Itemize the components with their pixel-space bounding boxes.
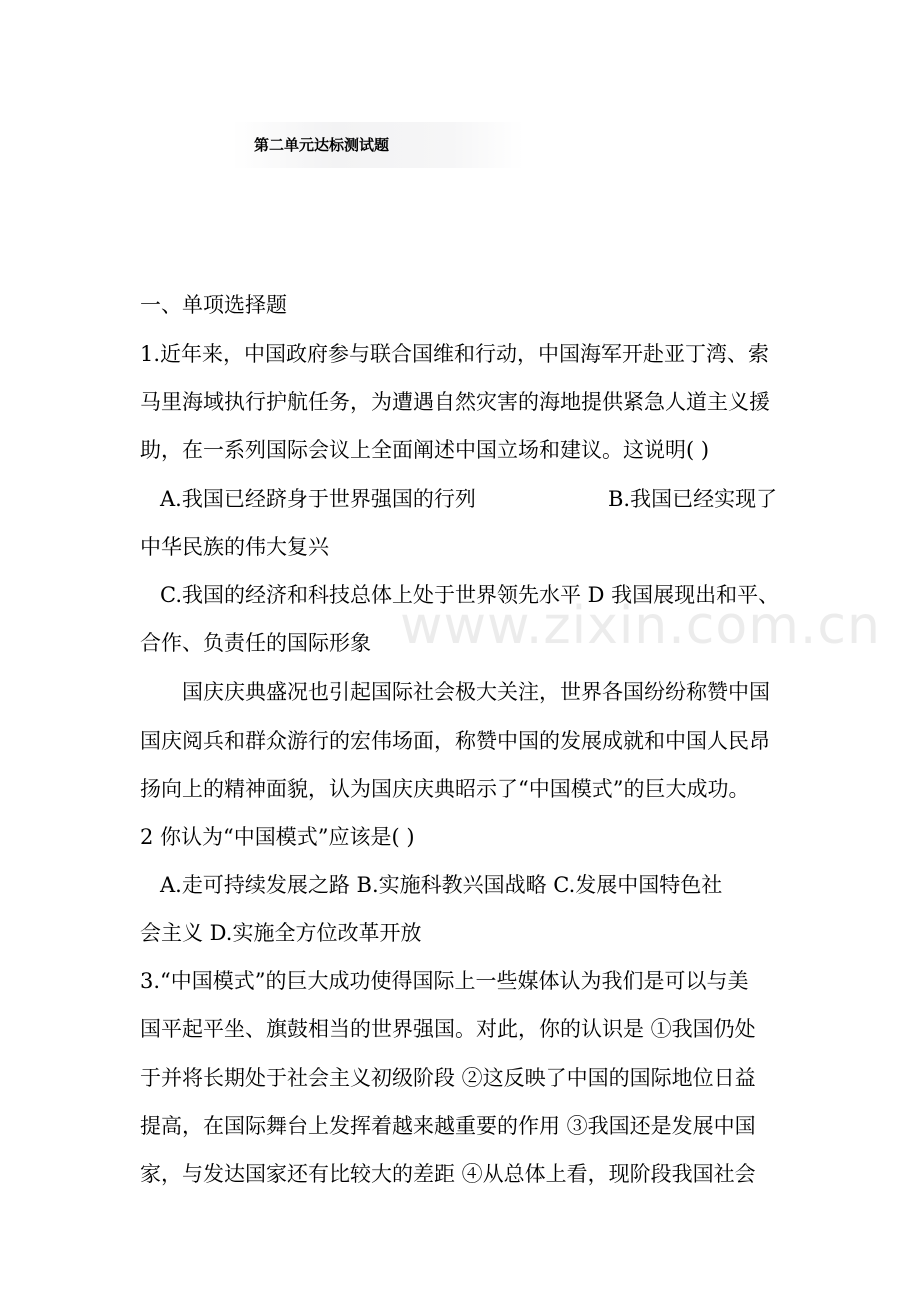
passage-line-1: 国庆庆典盛况也引起国际社会极大关注，世界各国纷纷称赞中国 <box>182 680 770 704</box>
q1-option-c-d: C.我国的经济和科技总体上处于世界领先水平 D 我国展现出和平、 <box>160 583 780 607</box>
q2-options-line-2: 会主义 D.实施全方位改革开放 <box>140 921 422 945</box>
q1-line-2: 马里海域执行护航任务，为遭遇自然灾害的海地提供紧急人道主义援 <box>140 390 770 414</box>
q1-option-b: B.我国已经实现了 <box>608 487 778 511</box>
section-heading: 一、单项选择题 <box>140 293 287 317</box>
passage-line-2: 国庆阅兵和群众游行的宏伟场面，称赞中国的发展成就和中国人民昂 <box>140 729 770 753</box>
q1-line-1: 1.近年来，中国政府参与联合国维和行动，中国海军开赴亚丁湾、索 <box>140 342 770 366</box>
q1-option-a: A.我国已经跻身于世界强国的行列 <box>160 487 476 511</box>
q3-line-5: 家，与发达国家还有比较大的差距 ④从总体上看，现阶段我国社会 <box>140 1162 756 1186</box>
q1-option-b-continued: 中华民族的伟大复兴 <box>140 535 329 559</box>
q1-line-3: 助，在一系列国际会议上全面阐述中国立场和建议。这说明( ) <box>140 438 710 462</box>
document-title: 第二单元达标测试题 <box>254 136 390 154</box>
q3-line-3: 于并将长期处于社会主义初级阶段 ②这反映了中国的国际地位日益 <box>140 1066 756 1090</box>
q3-line-1: 3.“中国模式”的巨大成功使得国际上一些媒体认为我们是可以与美 <box>140 969 749 993</box>
watermark: www.zixin.com.cn <box>400 596 881 656</box>
q2-stem: 2 你认为“中国模式”应该是( ) <box>140 825 415 849</box>
q1-option-d-continued: 合作、负责任的国际形象 <box>140 631 371 655</box>
passage-line-3: 扬向上的精神面貌，认为国庆庆典昭示了“中国模式”的巨大成功。 <box>140 777 750 801</box>
q3-line-4: 提高，在国际舞台上发挥着越来越重要的作用 ③我国还是发展中国 <box>140 1114 756 1138</box>
q2-options-line-1: A.走可持续发展之路 B.实施科教兴国战略 C.发展中国特色社 <box>160 873 723 897</box>
q3-line-2: 国平起平坐、旗鼓相当的世界强国。对此，你的认识是 ①我国仍处 <box>140 1017 756 1041</box>
